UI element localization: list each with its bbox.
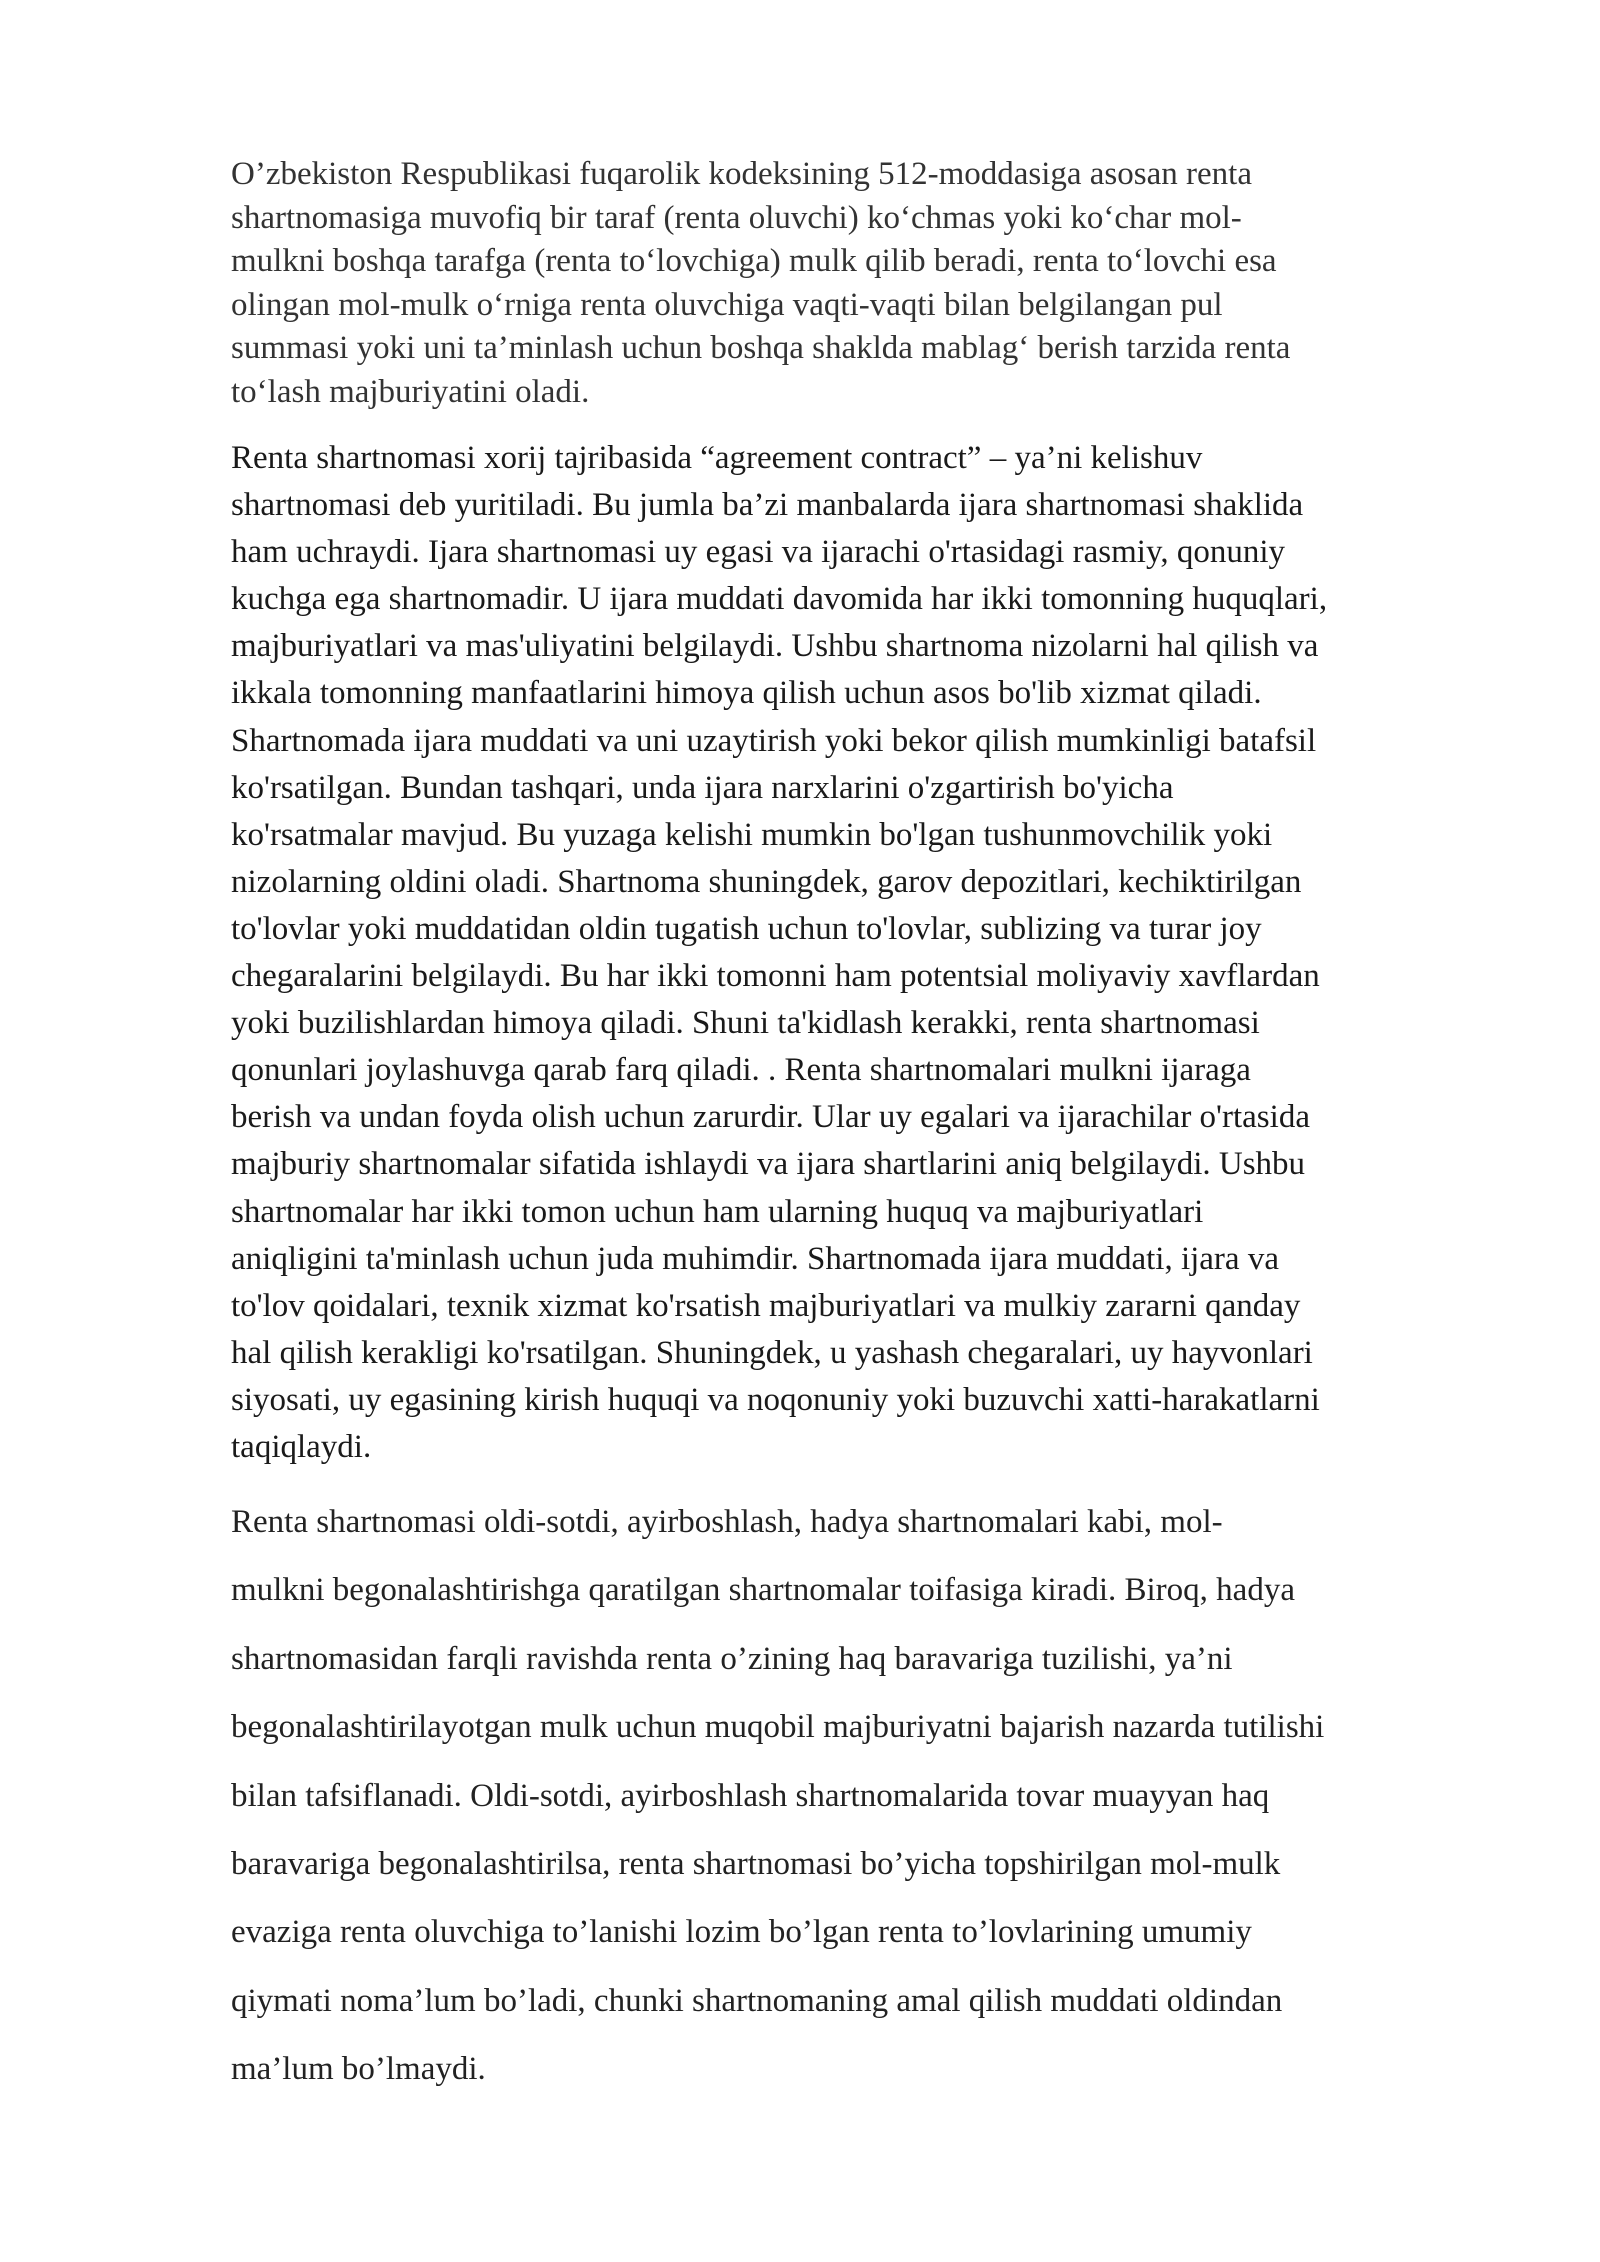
text-line: bilan tafsiflanadi. Oldi-sotdi, ayirboshlash shartnomalarida tovar muayyan haq	[231, 1777, 1270, 1814]
text-line: qiymati noma’lum bo’ladi, chunki shartnomaning amal qilish muddati oldindan	[231, 1982, 1283, 2019]
text-line: Shartnomada ijara muddati va uni uzaytirish yoki bekor qilish mumkinligi batafsil	[231, 722, 1317, 759]
text-line: aniqligini ta'minlash uchun juda muhimdir. Shartnomada ijara muddati, ijara va	[231, 1240, 1279, 1277]
text-line: begonalashtirilayotgan mulk uchun muqobil majburiyatni bajarish nazarda tutilishi	[231, 1709, 1325, 1746]
text-line: ko'rsatmalar mavjud. Bu yuzaga kelishi mumkin bo'lgan tushunmovchilik yoki	[231, 816, 1273, 853]
paragraph-1	[231, 153, 1491, 415]
text-line: shartnomasiga muvofiq bir taraf (renta oluvchi) ko‘chmas yoki ko‘char mol-	[231, 199, 1242, 236]
paragraph-3	[231, 1488, 1491, 2104]
text-line: nizolarning oldini oladi. Shartnoma shuningdek, garov depozitlari, kechiktirilgan	[231, 863, 1302, 900]
text-line: shartnomasidan farqli ravishda renta o’zining haq baravariga tuzilishi, ya’ni	[231, 1640, 1233, 1677]
text-line: O’zbekiston Respublikasi fuqarolik kodeksining 512-moddasiga asosan renta	[231, 156, 1252, 192]
text-line: kuchga ega shartnomadir. U ijara muddati davomida har ikki tomonning huquqlari,	[231, 581, 1328, 618]
text-line: hal qilish kerakligi ko'rsatilgan. Shuningdek, u yashash chegaralari, uy hayvonlari	[231, 1334, 1313, 1371]
text-line: shartnomalar har ikki tomon uchun ham ularning huquq va majburiyatlari	[231, 1193, 1204, 1230]
text-line: mulkni boshqa tarafga (renta to‘lovchiga) mulk qilib beradi, renta to‘lovchi esa	[231, 243, 1277, 280]
text-line: berish va undan foyda olish uchun zarurdir. Ular uy egalari va ijarachilar o'rtasida	[231, 1099, 1310, 1136]
text-line: ma’lum bo’lmaydi.	[231, 2051, 486, 2088]
text-line: baravariga begonalashtirilsa, renta shartnomasi bo’yicha topshirilgan mol-mulk	[231, 1846, 1281, 1883]
text-line: olingan mol-mulk o‘rniga renta oluvchiga vaqti-vaqti bilan belgilangan pul	[231, 286, 1223, 323]
text-line: majburiyatlari va mas'uliyatini belgilaydi. Ushbu shartnoma nizolarni hal qilish va	[231, 628, 1319, 665]
text-line: to'lov qoidalari, texnik xizmat ko'rsatish majburiyatlari va mulkiy zararni qanday	[231, 1287, 1301, 1324]
text-line: mulkni begonalashtirishga qaratilgan shartnomalar toifasiga kiradi. Biroq, hadya	[231, 1572, 1295, 1609]
text-line: chegaralarini belgilaydi. Bu har ikki tomonni ham potentsial moliyaviy xavflardan	[231, 958, 1320, 995]
text-line: ko'rsatilgan. Bundan tashqari, unda ijara narxlarini o'zgartirish bo'yicha	[231, 769, 1174, 806]
text-line: Renta shartnomasi xorij tajribasida “agreement contract” – ya’ni kelishuv	[231, 440, 1203, 476]
text-line: qonunlari joylashuvga qarab farq qiladi. . Renta shartnomalari mulkni ijaraga	[231, 1052, 1251, 1089]
text-line: ham uchraydi. Ijara shartnomasi uy egasi va ijarachi o'rtasidagi rasmiy, qonuniy	[231, 534, 1285, 571]
text-line: shartnomasi deb yuritiladi. Bu jumla ba’zi manbalarda ijara shartnomasi shaklida	[231, 487, 1304, 524]
text-line: evaziga renta oluvchiga to’lanishi lozim bo’lgan renta to’lovlarining umumiy	[231, 1914, 1252, 1951]
text-line: siyosati, uy egasining kirish huquqi va noqonuniy yoki buzuvchi xatti-harakatlarni	[231, 1381, 1320, 1418]
text-line: Renta shartnomasi oldi-sotdi, ayirboshlash, hadya shartnomalari kabi, mol-	[231, 1504, 1223, 1540]
text-line: ikkala tomonning manfaatlarini himoya qilish uchun asos bo'lib xizmat qiladi.	[231, 675, 1262, 712]
text-line: majburiy shartnomalar sifatida ishlaydi va ijara shartlarini aniq belgilaydi. Ushbu	[231, 1146, 1306, 1183]
text-line: taqiqlaydi.	[231, 1428, 372, 1465]
text-line: summasi yoki uni ta’minlash uchun boshqa shaklda mablag‘ berish tarzida renta	[231, 330, 1291, 367]
paragraph-2	[231, 435, 1491, 1471]
text-line: to'lovlar yoki muddatidan oldin tugatish uchun to'lovlar, sublizing va turar joy	[231, 910, 1262, 947]
text-line: to‘lash majburiyatini oladi.	[231, 373, 590, 410]
text-line: yoki buzilishlardan himoya qiladi. Shuni ta'kidlash kerakki, renta shartnomasi	[231, 1005, 1260, 1042]
